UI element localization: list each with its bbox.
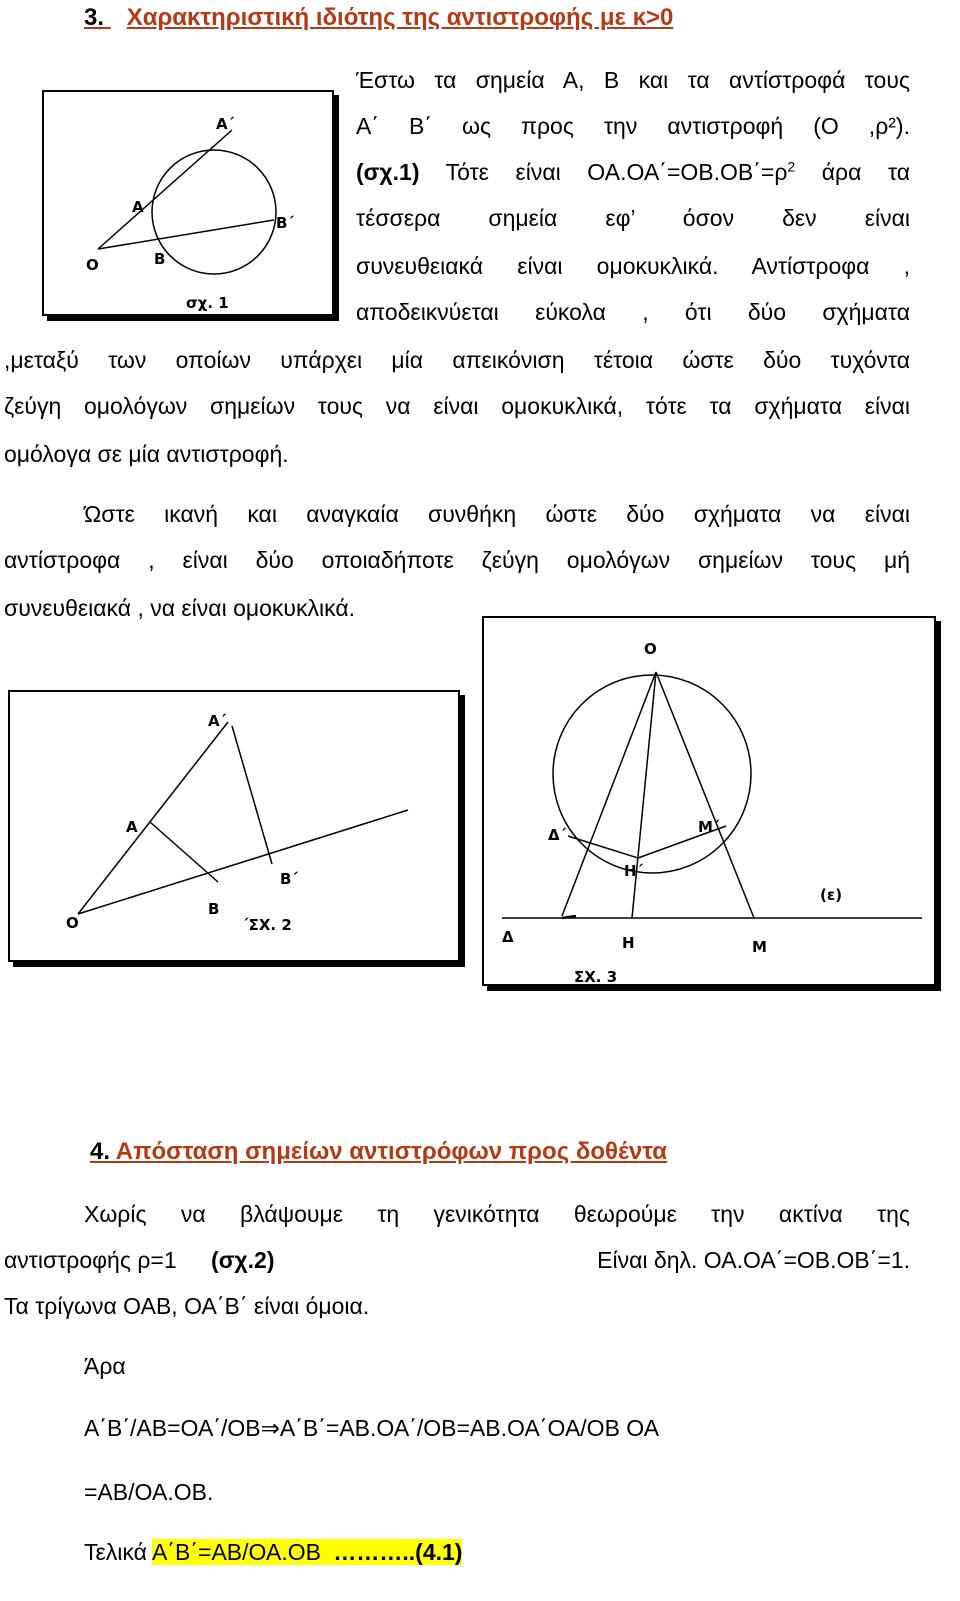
- fig2-label-o: Ο: [66, 914, 79, 932]
- final-formula: [152, 1539, 462, 1565]
- fig3-caption: ΣΧ. 3: [574, 968, 618, 984]
- para1-line8: ζεύγη ομολόγων σημείων τους να είναι ομοκυκλικά, τότε τα σχήματα είναι: [4, 393, 910, 419]
- para3-ref-fig2: (σχ.2): [211, 1247, 275, 1273]
- fig1-caption: σχ. 1: [186, 294, 229, 312]
- para3-line2: [4, 1246, 910, 1274]
- eq1-right: Α΄Β΄=ΑΒ.ΟΑ΄/ΟΒ=ΑΒ.ΟΑ΄ΟΑ/ΟΒ ΟΑ: [279, 1415, 660, 1441]
- figure-2-drawing: [10, 692, 458, 960]
- para1-line4: τέσσερα σημεία εφ’ όσον δεν είναι: [356, 205, 910, 231]
- fig2-label-b: Β: [208, 900, 220, 918]
- para2-line2: αντίστροφα , είναι δύο οποιαδήποτε ζεύγη ομολόγων σημείων τους μή: [4, 547, 910, 573]
- para1-line3-text: Τότε είναι ΟΑ.ΟΑ΄=ΟΒ.ΟΒ΄=ρ: [419, 159, 788, 185]
- para2-line1: Ώστε ικανή και αναγκαία συνθήκη ώστε δύο σχήματα να είναι: [84, 501, 910, 527]
- fig3-label-e: (ε): [820, 886, 843, 904]
- fig3-label-m: Μ: [752, 938, 767, 956]
- para1-line3-sup: 2: [787, 158, 796, 175]
- para1-line3-end: άρα τα: [795, 159, 910, 185]
- section-4-heading: [90, 1138, 667, 1166]
- final-formula-text: Α΄Β΄=ΑΒ/ΟΑ.ΟΒ: [152, 1539, 328, 1565]
- fig1-label-a: Α: [132, 198, 144, 216]
- fig3-label-m-prime: Μ΄: [698, 818, 720, 836]
- para1-line2: Α΄ Β΄ ως προς την αντιστροφή (Ο ,ρ²).: [356, 113, 910, 139]
- final-label: Τελικά: [84, 1539, 153, 1565]
- fig2-label-a-prime: Α΄: [208, 712, 227, 730]
- para3-line1: Χωρίς να βλάψουμε τη γενικότητα θεωρούμε την ακτίνα της: [84, 1201, 910, 1227]
- eq1-left: Α΄Β΄/ΑΒ=ΟΑ΄/ΟΒ: [84, 1415, 261, 1441]
- para3-line2-text: αντιστροφής ρ=1: [4, 1247, 177, 1273]
- final-ref: ………..(4.1): [333, 1539, 463, 1565]
- fig1-label-o: Ο: [86, 256, 99, 274]
- para3-equation-1: [84, 1414, 659, 1442]
- para2-line3: συνευθειακά , να είναι ομοκυκλικά.: [4, 595, 356, 621]
- section-4-title: Απόσταση σημείων αντιστρόφων προς δοθέντα: [110, 1138, 667, 1165]
- para1-line9: ομόλογα σε μία αντιστροφή.: [4, 441, 289, 467]
- para1-ref-fig1: (σχ.1): [356, 159, 420, 185]
- para1-line6: αποδεικνύεται εύκολα , ότι δύο σχήματα: [356, 299, 910, 325]
- implies-arrow: ⇒: [260, 1415, 280, 1441]
- para3-ara: Άρα: [84, 1353, 126, 1379]
- figure-1: [42, 90, 334, 316]
- figure-2: [8, 690, 460, 962]
- section-4-number: 4.: [90, 1138, 111, 1165]
- para1-line1: Έστω τα σημεία Α, Β και τα αντίστροφά τους: [356, 67, 910, 93]
- fig3-label-o: Ο: [644, 640, 657, 658]
- fig3-label-h-prime: Η΄: [624, 862, 644, 880]
- fig1-label-b: Β: [154, 250, 166, 268]
- figure-1-drawing: [44, 92, 332, 314]
- fig3-label-d: Δ: [502, 928, 514, 946]
- para1-line7: ,μεταξύ των οποίων υπάρχει μία απεικόνιση τέτοια ώστε δύο τυχόντα: [4, 347, 910, 373]
- para1-line5: συνευθειακά είναι ομοκυκλικά. Αντίστροφα ,: [356, 253, 910, 279]
- figure-3-drawing: [484, 618, 934, 984]
- fig2-label-a: Α: [126, 818, 138, 836]
- section-3-heading: [84, 4, 673, 32]
- para3-line2-end: Είναι δηλ. ΟΑ.ΟΑ΄=ΟΒ.ΟΒ΄=1.: [597, 1247, 910, 1273]
- section-3-title: Χαρακτηριστική ιδιότης της αντιστροφής με κ>0: [126, 4, 674, 31]
- fig2-caption: ΄ΣΧ. 2: [242, 916, 292, 934]
- para3-final: [84, 1538, 462, 1566]
- para3-equation-2: =ΑΒ/ΟΑ.ΟΒ.: [84, 1479, 214, 1505]
- fig3-label-d-prime: Δ΄: [548, 826, 567, 844]
- fig1-label-b-prime: Β΄: [276, 214, 295, 232]
- para3-line3: Τα τρίγωνα ΟΑΒ, ΟΑ΄Β΄ είναι όμοια.: [4, 1293, 370, 1319]
- fig3-label-h: Η: [622, 934, 635, 952]
- fig1-label-a-prime: Α΄: [216, 115, 235, 133]
- para1-line3: [356, 158, 910, 186]
- section-3-number: 3.: [84, 4, 105, 31]
- figure-3: [482, 616, 936, 986]
- fig2-label-b-prime: Β΄: [280, 870, 299, 888]
